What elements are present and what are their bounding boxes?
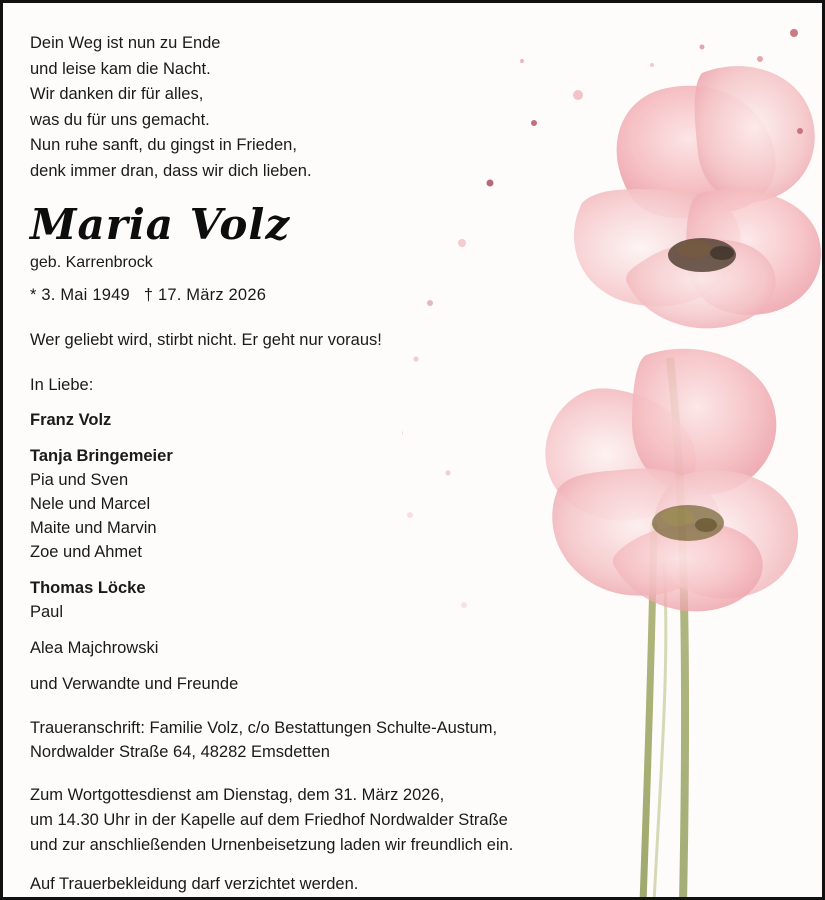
mourner-group bbox=[30, 637, 650, 661]
dress-code-note: Auf Trauerbekleidung darf verzichtet werden. bbox=[30, 875, 359, 894]
birth-date: * 3. Mai 1949 bbox=[30, 286, 130, 305]
mourner-member: Zoe und Ahmet bbox=[30, 542, 142, 561]
verse-line: was du für uns gemacht. bbox=[30, 110, 210, 129]
mourner-member: Nele und Marcel bbox=[30, 495, 151, 514]
life-dates bbox=[30, 286, 650, 305]
mourner-member: Alea Majchrowski bbox=[30, 638, 159, 657]
service-line: und zur anschließenden Urnenbeisetzung laden wir freundlich ein. bbox=[30, 835, 514, 854]
mourner-lead: Tanja Bringemeier bbox=[30, 447, 173, 466]
mourner-lead: Franz Volz bbox=[30, 411, 112, 430]
mourner-group bbox=[30, 577, 650, 625]
verse-block bbox=[30, 31, 650, 184]
address-line: Nordwalder Straße 64, 48282 Emsdetten bbox=[30, 743, 330, 762]
maiden-name: geb. Karrenbrock bbox=[30, 254, 153, 272]
service-line: um 14.30 Uhr in der Kapelle auf dem Friedhof Nordwalder Straße bbox=[30, 810, 508, 829]
mourner-member: Pia und Sven bbox=[30, 471, 129, 490]
mourner-lead: Thomas Löcke bbox=[30, 578, 146, 597]
deceased-name: Maria Volz bbox=[30, 200, 291, 250]
memorial-motto: Wer geliebt wird, stirbt nicht. Er geht nur voraus! bbox=[30, 331, 382, 350]
relatives-line: und Verwandte und Freunde bbox=[30, 674, 239, 693]
mourner-group bbox=[30, 409, 650, 433]
mourner-member: Maite und Marvin bbox=[30, 519, 157, 538]
mourners-intro: In Liebe: bbox=[30, 376, 94, 395]
mourner-group bbox=[30, 445, 650, 565]
service-line: Zum Wortgottesdienst am Dienstag, dem 31. März 2026, bbox=[30, 786, 445, 805]
obituary-content bbox=[3, 3, 650, 894]
service-details-block bbox=[30, 783, 650, 857]
verse-line: denk immer dran, dass wir dich lieben. bbox=[30, 161, 312, 180]
mourning-address-block bbox=[30, 716, 650, 766]
verse-line: und leise kam die Nacht. bbox=[30, 59, 211, 78]
verse-line: Dein Weg ist nun zu Ende bbox=[30, 34, 221, 52]
verse-line: Wir danken dir für alles, bbox=[30, 85, 204, 104]
verse-line: Nun ruhe sanft, du gingst in Frieden, bbox=[30, 136, 297, 155]
address-line: Traueranschrift: Familie Volz, c/o Bestattungen Schulte-Austum, bbox=[30, 718, 498, 737]
mourner-member: Paul bbox=[30, 602, 64, 621]
death-date: † 17. März 2026 bbox=[143, 286, 267, 305]
